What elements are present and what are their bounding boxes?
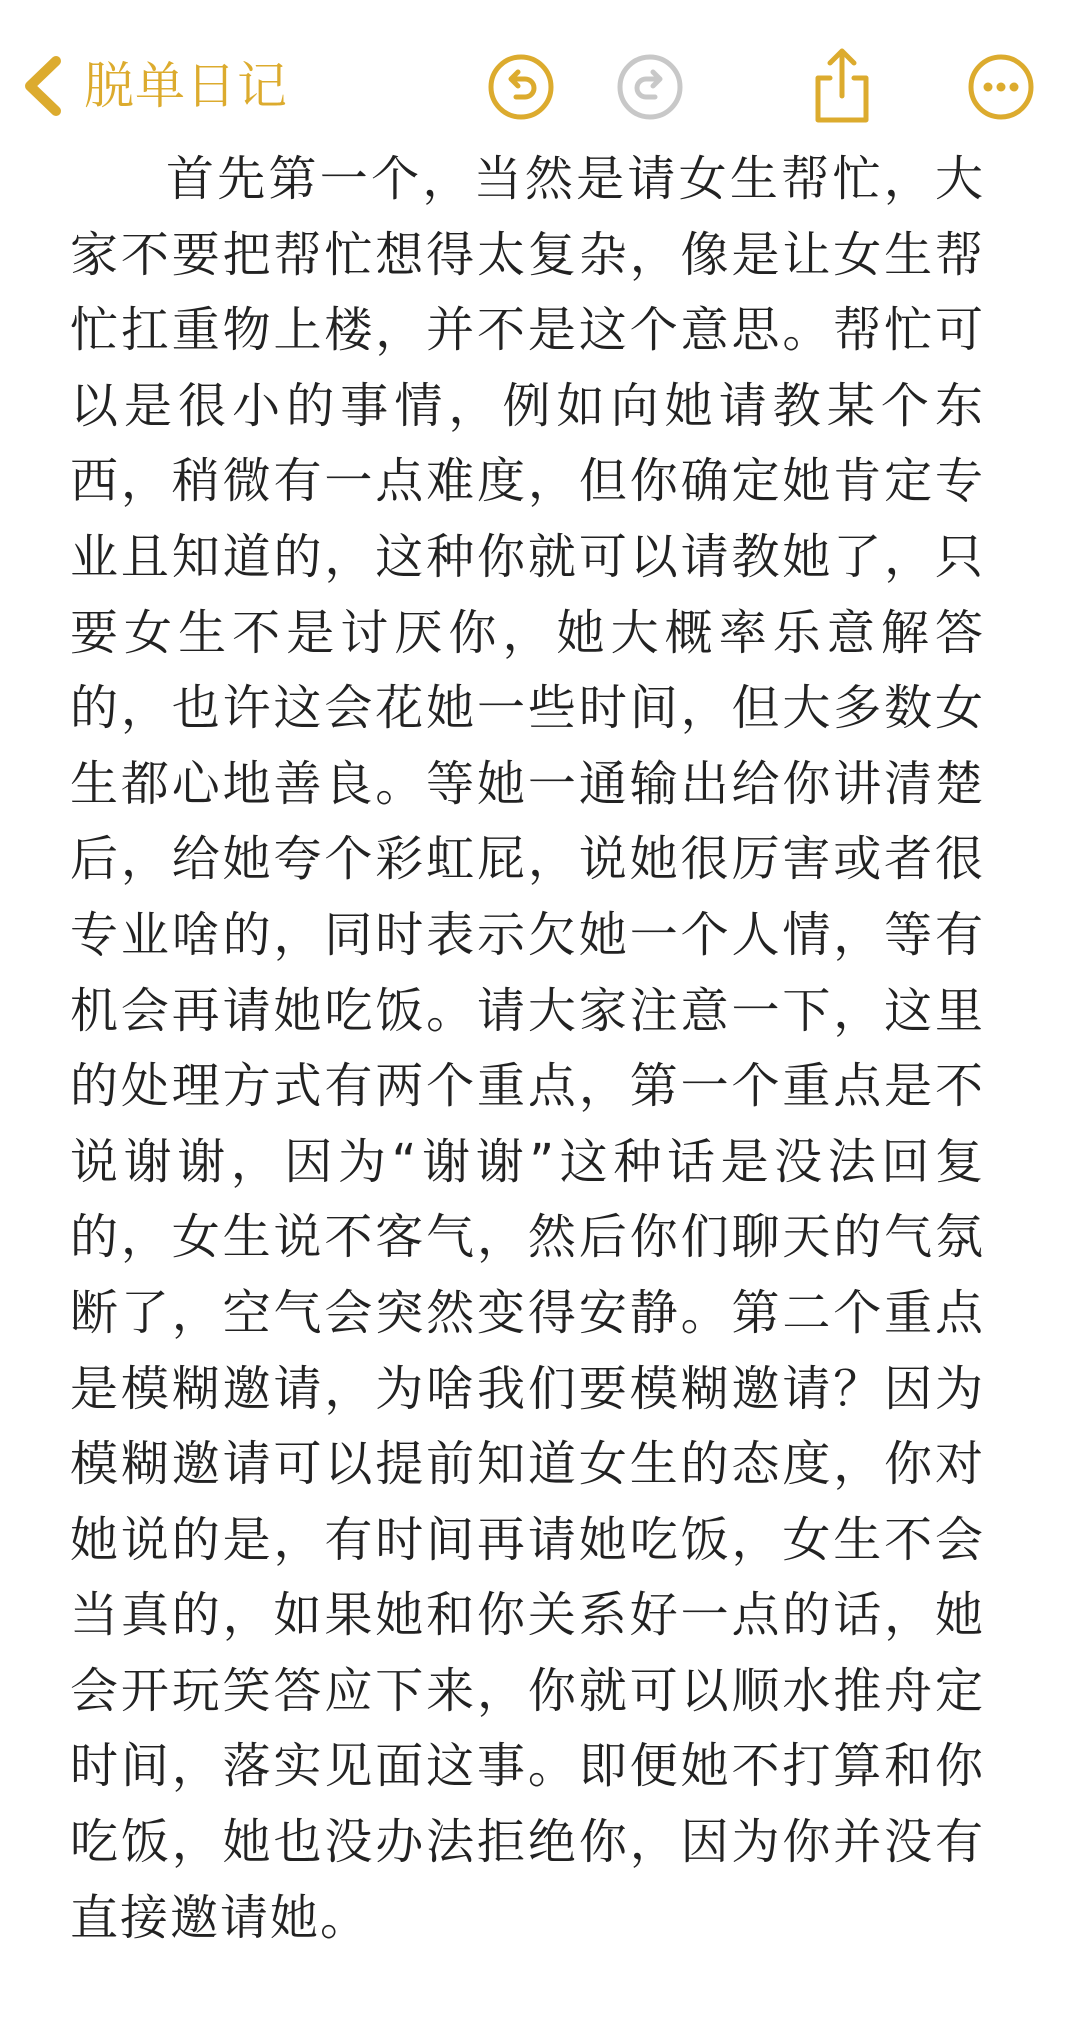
note-body[interactable]: 首先第一个，当然是请女生帮忙，大家不要把帮忙想得太复杂，像是让女生帮忙扛重物上楼，并不是这个意思。帮忙可以是很小的事情，例如向她请教某个东西，稍微有一点难度，但你确定她肯定专业且知道的，这种你就可以请教她了，只要女生不是讨厌你，她大概率乐意解答的，也许这会花她一些时间，但大多数女生都心地善良。等她一通输出给你讲清楚后，给她夸个彩虹屁，说她很厉害或者很专业啥的，同时表示欠她一个人情，等有机会再请她吃饭。请大家注意一下，这里的处理方式有两个重点，第一个重点是不说谢谢，因为“谢谢”这种话是没法回复的，女生说不客气，然后你们聊天的气氛断了，空气会突然变得安静。第二个重点是模糊邀请，为啥我们要模糊邀请？因为模糊邀请可以提前知道女生的态度，你对她说的是，有时间再请她吃饭，女生不会当真的，如果她和你关系好一点的话，她会开玩笑答应下来，你就可以顺水推舟定时间，落实见面这事。即便她不打算和你吃饭，她也没办法拒绝你，因为你并没有直接邀请她。 (70, 151, 985, 1946)
share-icon[interactable] (806, 46, 878, 126)
redo-icon[interactable] (615, 52, 685, 122)
navigation-bar (0, 0, 1080, 160)
back-button[interactable] (20, 46, 288, 126)
chevron-left-icon (20, 53, 66, 119)
back-label: 脱单日记 (84, 57, 288, 115)
more-icon[interactable] (966, 52, 1036, 122)
undo-icon[interactable] (486, 52, 556, 122)
